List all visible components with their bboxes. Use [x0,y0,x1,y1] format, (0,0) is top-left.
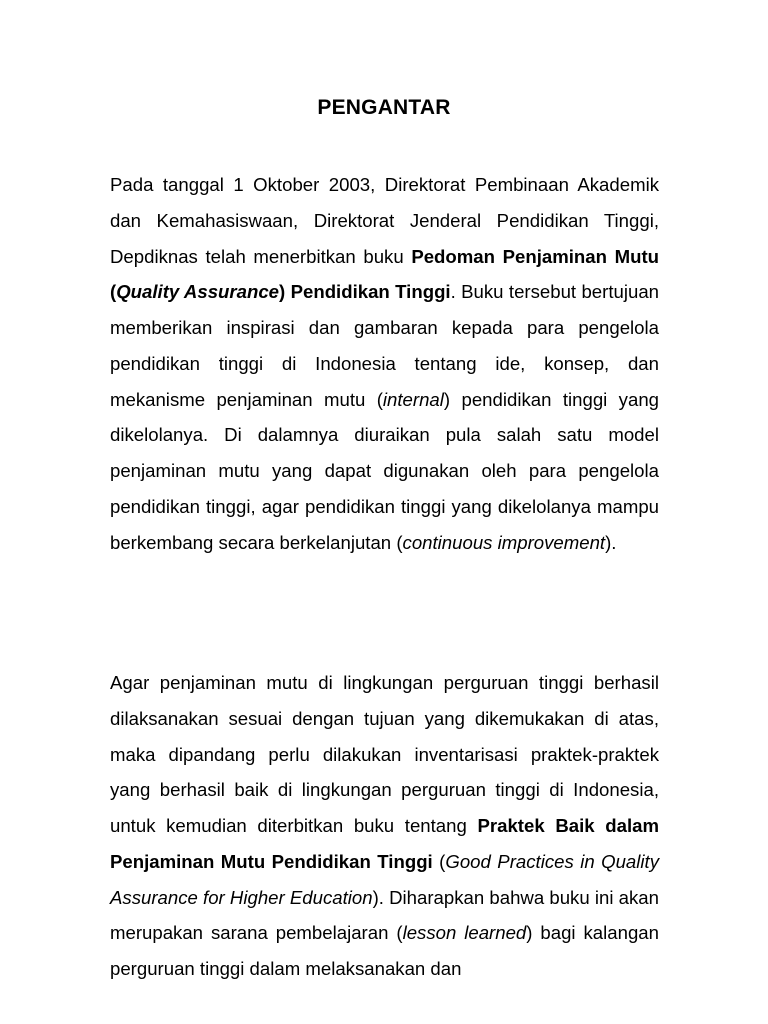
paragraph-2-text-1: Agar penjaminan mutu di lingkungan perguruan tinggi berhasil dilaksanakan sesuai dengan tujuan yang dikemukakan di atas, maka dipandang perlu dilakukan inventarisasi praktek-praktek yang berhasil baik di lingkungan perguruan tinggi di Indonesia, untuk kemudian diterbitkan buku tentang [110,672,659,836]
book-title-bold-2: ) Pendidikan Tinggi [279,281,451,303]
page-title: PENGANTAR [317,96,451,119]
paragraph-2-text-4: ) bagi kalangan perguruan tinggi dalam melaksanakan dan [110,922,659,979]
lesson-learned-italic: lesson learned [402,922,527,944]
book-2-title-bold: Praktek Baik dalam Penjaminan Mutu Pendidikan Tinggi [110,815,659,872]
paragraph-1-text-3: ) pendidikan tinggi yang dikelolanya. Di dalamnya diuraikan pula salah satu model penjaminan mutu yang dapat digunakan oleh para pengelola pendidikan tinggi, agar pendidikan tinggi yang dikelolanya mampu berkembang secara berkelanjutan ( [110,388,659,553]
paragraph-2-text-3: ). Diharapkan bahwa buku ini akan merupakan sarana pembelajaran ( [110,886,659,944]
paragraph-1-text-4: ). [605,531,617,553]
continuous-improvement-italic: continuous improvement [402,531,606,553]
internal-italic: internal [382,388,444,410]
paragraph-2 [110,665,659,987]
paragraph-1-text-2: . Buku tersebut bertujuan memberikan inspirasi dan gambaran kepada para pengelola pendidikan tinggi di Indonesia tentang ide, konsep, dan mekanisme penjaminan mutu ( [110,281,660,410]
paragraph-2-text-2: ( [432,850,446,872]
paragraph-1-text-1: Pada tanggal 1 Oktober 2003, Direktorat Pembinaan Akademik dan Kemahasiswaan, Direktorat Jenderal Pendidikan Tinggi, Depdiknas telah menerbitkan buku [110,174,659,267]
book-2-english-italic: Good Practices in Quality Assurance for Higher Education [110,850,659,908]
book-title-italic: Quality Assurance [116,281,280,303]
book-title-bold-1: Pedoman Penjaminan Mutu ( [110,245,660,303]
paragraph-1 [110,167,659,560]
